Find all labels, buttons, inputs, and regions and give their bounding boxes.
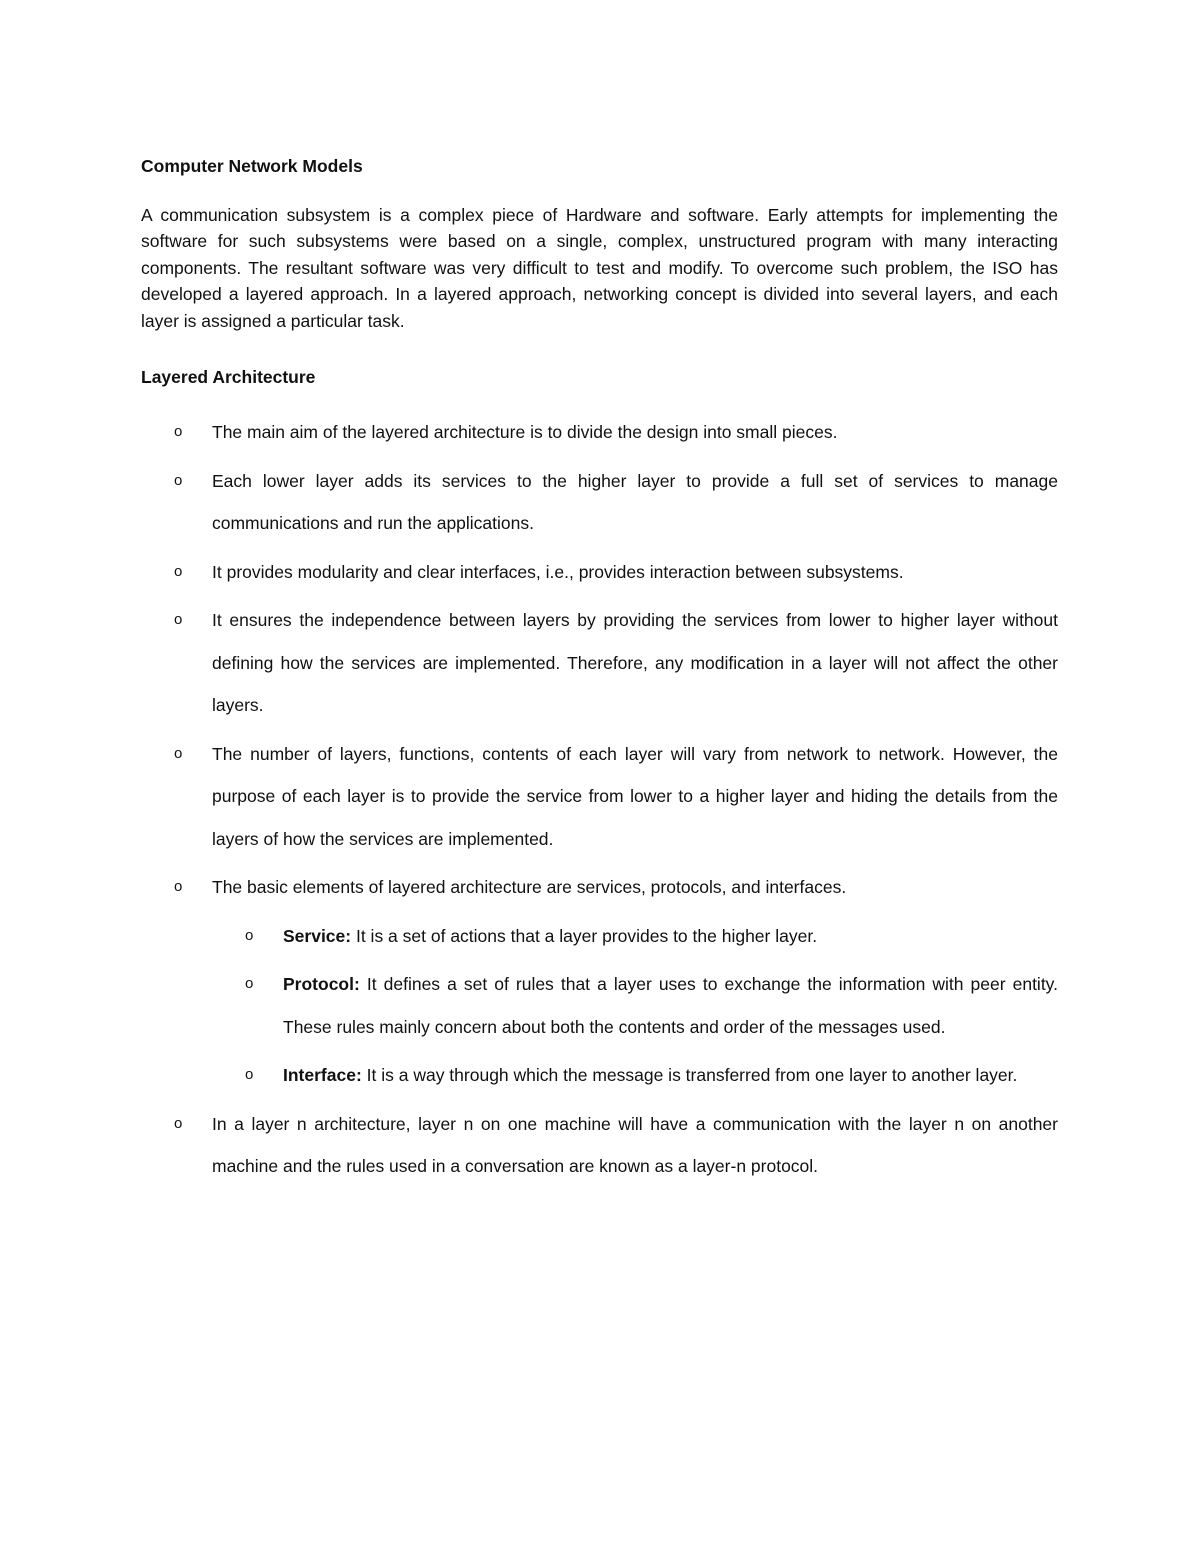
list-item [141,1103,1058,1188]
bullet-marker-icon: o [174,423,183,441]
list-item [141,866,1058,1097]
term-label: Protocol: [283,974,360,995]
bullet-list [141,411,1058,1188]
list-item-text: The number of layers, functions, contents of each layer will vary from network to network. However, the purpose of each layer is to provide the service from lower to a higher layer and hiding the details from the layers of how the services are implemented. [212,743,1058,849]
list-item [141,551,1058,594]
list-item [141,599,1058,727]
bullet-marker-icon: o [174,1114,183,1132]
sub-list-item [212,1054,1058,1097]
list-item [141,411,1058,454]
bullet-marker-icon: o [245,975,254,993]
list-item [141,733,1058,861]
bullet-marker-icon: o [245,926,254,944]
sub-list-item [212,963,1058,1048]
list-item-text: It provides modularity and clear interfaces, i.e., provides interaction between subsystems. [212,561,904,582]
section-title: Layered Architecture [141,367,316,388]
bullet-marker-icon: o [174,611,183,629]
list-item-text: The main aim of the layered architecture is to divide the design into small pieces. [212,422,838,443]
list-item-text: It ensures the independence between layers by providing the services from lower to higher layer without defining how the services are implemented. Therefore, any modification in a layer will not affect the other layers. [212,610,1058,716]
document-title: Computer Network Models [141,156,363,176]
bullet-marker-icon: o [174,744,183,762]
document-page [141,152,1058,1194]
list-item-text: In a layer n architecture, layer n on one machine will have a communication with the layer n on another machine and the rules used in a conversation are known as a layer-n protocol. [212,1113,1058,1177]
term-description: It defines a set of rules that a layer uses to exchange the information with peer entity. These rules mainly concern about both the contents and order of the messages used. [283,974,1058,1037]
list-item-text: The basic elements of layered architecture are services, protocols, and interfaces. [212,877,847,898]
bullet-marker-icon: o [174,562,183,580]
list-item-text: Each lower layer adds its services to the higher layer to provide a full set of services to manage communications and run the applications. [212,470,1058,534]
intro-paragraph: A communication subsystem is a complex piece of Hardware and software. Early attempts for implementing the software for such subsystems were based on a single, complex, unstructured program with many interacting components. The resultant software was very difficult to test and modify. To overcome such problem, the ISO has developed a layered approach. In a layered approach, networking concept is divided into several layers, and each layer is assigned a particular task. [141,205,1058,331]
bullet-marker-icon: o [245,1066,254,1084]
sub-bullet-list [212,915,1058,1097]
sub-list-item [212,915,1058,958]
term-description: It is a set of actions that a layer provides to the higher layer. [351,925,818,946]
bullet-marker-icon: o [174,471,183,489]
term-label: Interface: [283,1065,362,1086]
term-label: Service: [283,925,352,946]
list-item [141,460,1058,545]
term-description: It is a way through which the message is transferred from one layer to another layer. [361,1065,1018,1086]
bullet-marker-icon: o [174,878,183,896]
